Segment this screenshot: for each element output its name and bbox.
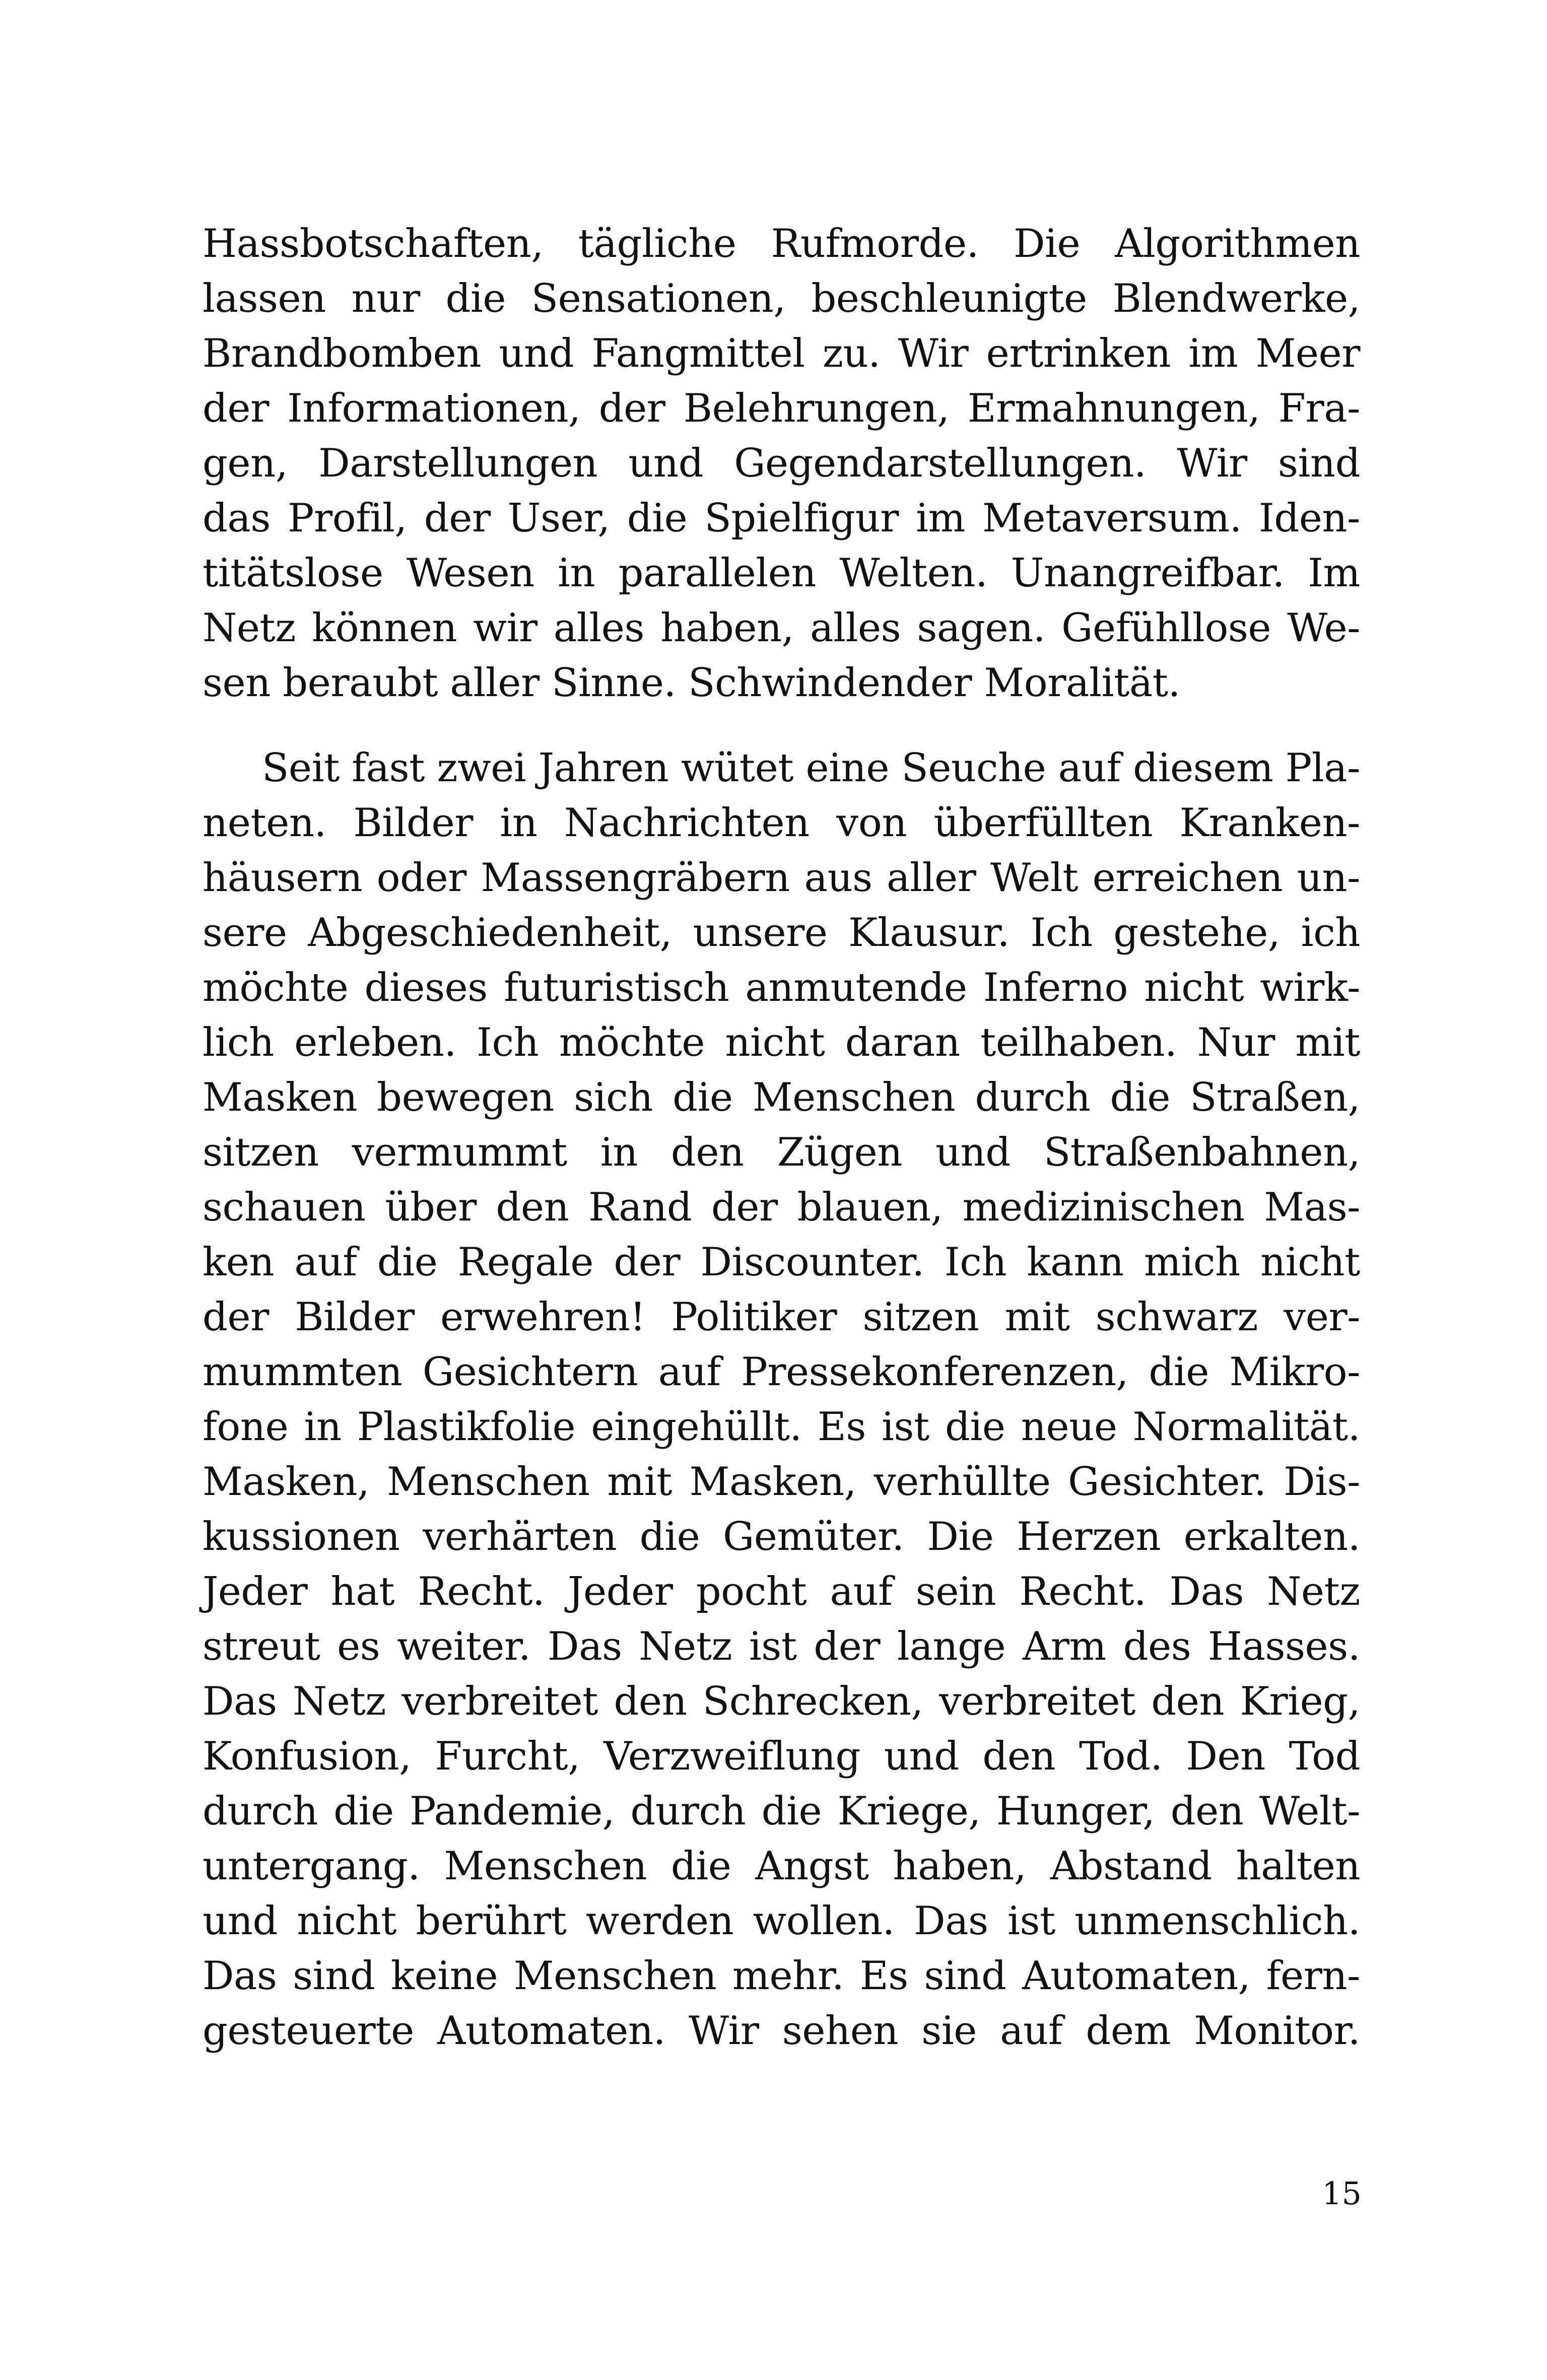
paragraph-2-line: Seit fast zwei Jahren wütet eine Seuche auf diesem Pla- [262,745,1360,791]
paragraph-2-line: der Bilder erwehren! Politiker sitzen mit schwarz ver- [203,1295,1360,1340]
paragraph-2-line: Masken bewegen sich die Menschen durch die Straßen, [203,1075,1360,1120]
paragraph-2-line: ken auf die Regale der Discounter. Ich kann mich nicht [203,1240,1360,1285]
paragraph-2-line: durch die Pandemie, durch die Kriege, Hunger, den Welt- [203,1789,1360,1834]
paragraph-1-line: sen beraubt aller Sinne. Schwindender Moralität. [203,660,1180,706]
paragraph-2-line: mummten Gesichtern auf Pressekonferenzen, die Mikro- [203,1349,1360,1395]
paragraph-2-line: sere Abgeschiedenheit, unsere Klausur. Ich gestehe, ich [203,910,1360,956]
paragraph-2-line: Konfusion, Furcht, Verzweiflung und den Tod. Den Tod [203,1734,1360,1779]
paragraph-1-line: gen, Darstellungen und Gegendarstellungen. Wir sind [203,441,1360,486]
paragraph-1-line: Brandbomben und Fangmittel zu. Wir ertrinken im Meer [203,331,1360,376]
paragraph-2-line: häusern oder Massengräbern aus aller Welt erreichen un- [203,855,1360,901]
paragraph-2-line: kussionen verhärten die Gemüter. Die Herzen erkalten. [203,1514,1360,1559]
paragraph-spacer [203,711,1360,741]
paragraph-2-line: und nicht berührt werden wollen. Das ist unmenschlich. [203,1898,1360,1944]
paragraph-2-line: möchte dieses futuristisch anmutende Inferno nicht wirk- [203,965,1360,1010]
body-text [203,217,1360,2059]
paragraph-2-line: streut es weiter. Das Netz ist der lange Arm des Hasses. [203,1624,1360,1669]
paragraph-1-line: Hassbotschaften, tägliche Rufmorde. Die Algorithmen [203,221,1360,266]
paragraph-1-line: das Profil, der User, die Spielfigur im Metaversum. Iden- [203,496,1360,541]
paragraph-1-line: titätslose Wesen in parallelen Welten. Unangreifbar. Im [203,551,1360,596]
paragraph-2-line: gesteuerte Automaten. Wir sehen sie auf dem Monitor. [203,2008,1360,2054]
paragraph-2-line: untergang. Menschen die Angst haben, Abstand halten [203,1844,1360,1889]
paragraph-2-line: neten. Bilder in Nachrichten von überfüllten Kranken- [203,800,1360,846]
paragraph-2-line: Jeder hat Recht. Jeder pocht auf sein Recht. Das Netz [203,1569,1360,1614]
paragraph-2-line: fone in Plastikfolie eingehüllt. Es ist die neue Normalität. [203,1404,1360,1450]
paragraph-2-line: lich erleben. Ich möchte nicht daran teilhaben. Nur mit [203,1020,1360,1065]
paragraph-2-line: schauen über den Rand der blauen, medizinischen Mas- [203,1185,1360,1230]
paragraph-1-line: lassen nur die Sensationen, beschleunigte Blendwerke, [203,276,1360,321]
paragraph-2-line: Das sind keine Menschen mehr. Es sind Automaten, fern- [203,1953,1360,1999]
page-number: 15 [1322,2175,1362,2212]
paragraph-2-line: sitzen vermummt in den Zügen und Straßenbahnen, [203,1130,1360,1175]
paragraph-1-line: der Informationen, der Belehrungen, Ermahnungen, Fra- [203,386,1360,431]
paragraph-1-line: Netz können wir alles haben, alles sagen. Gefühllose We- [203,605,1360,651]
paragraph-2-line: Das Netz verbreitet den Schrecken, verbreitet den Krieg, [203,1679,1360,1724]
paragraph-2-line: Masken, Menschen mit Masken, verhüllte Gesichter. Dis- [203,1459,1360,1505]
